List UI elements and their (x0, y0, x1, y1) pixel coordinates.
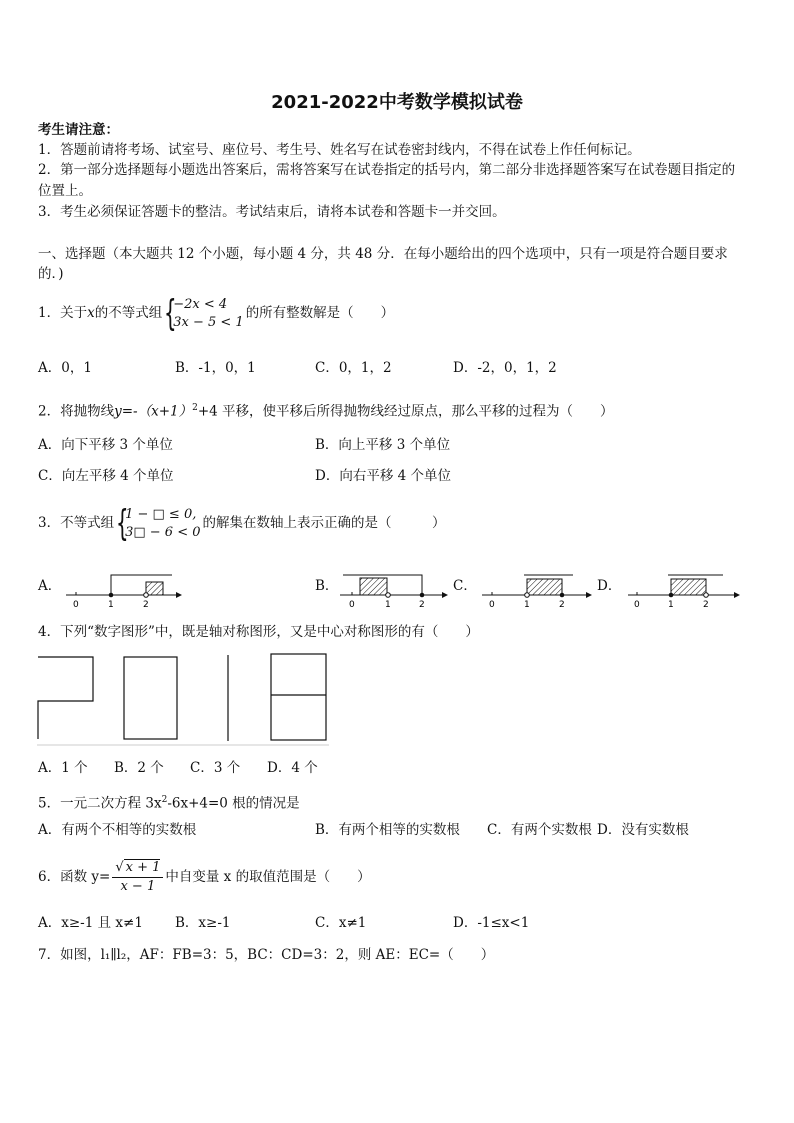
fraction: $\frac{√ x + 1}{x - 1}$ (112, 859, 163, 896)
section-heading-line2: 的．) (38, 266, 64, 282)
tick-label: 0 (349, 600, 355, 610)
number-line-b (338, 568, 450, 610)
option-c[interactable]: C．有两个实数根 (487, 822, 592, 838)
option-a[interactable]: A．有两个不相等的实数根 (38, 822, 197, 838)
digit-figure-2 (38, 657, 93, 739)
option-b[interactable]: B．-1，0，1 (175, 360, 256, 376)
tick-label: 2 (559, 600, 565, 610)
option-b[interactable]: B． (315, 578, 339, 594)
option-a[interactable]: A． (38, 578, 62, 594)
option-a[interactable]: A．1 个 (38, 760, 88, 776)
option-b[interactable]: B．x≥-1 (175, 915, 231, 931)
option-c[interactable]: C．3 个 (190, 760, 241, 776)
inequality-system: { −2x < 4 3x − 5 < 1 (164, 292, 244, 334)
question-5-stem: 5．一元二次方程 $3x^2-6x+4=0$ 根的情况是 (38, 795, 300, 812)
question-3-stem: 3．不等式组 { 1 − □ ≤ 0, 3□ − 6 < 0 的解集在数轴上表示正确的是（ ） (38, 502, 446, 544)
tick-label: 0 (73, 600, 79, 610)
tick-label: 1 (668, 600, 674, 610)
notice-item: 1．答题前请将考场、试室号、座位号、考生号、姓名写在试卷密封线内，不得在试卷上作任何标记。 (38, 142, 641, 158)
question-1-stem: 1．关于x的不等式组 { −2x < 4 3x − 5 < 1 的所有整数解是（ ） (38, 292, 395, 334)
option-d[interactable]: D．向右平移 4 个单位 (315, 468, 451, 484)
number-line-c (480, 568, 594, 610)
option-a[interactable]: A．0，1 (38, 360, 92, 376)
notice-item: 位置上。 (38, 183, 92, 199)
tick-label: 0 (634, 600, 640, 610)
option-b[interactable]: B．有两个相等的实数根 (315, 822, 460, 838)
notice-item: 3．考生必须保证答题卡的整洁。考试结束后，请将本试卷和答题卡一并交回。 (38, 204, 506, 220)
option-a[interactable]: A．x≥-1 且 x≠1 (38, 915, 143, 931)
option-c[interactable]: C． (453, 578, 477, 594)
option-d[interactable]: D． (597, 578, 622, 594)
tick-label: 1 (108, 600, 114, 610)
tick-label: 1 (524, 600, 530, 610)
notice-heading: 考生请注意： (38, 122, 119, 138)
option-d[interactable]: D．4 个 (267, 760, 318, 776)
option-d[interactable]: D．没有实数根 (597, 822, 689, 838)
digit-figure-8 (271, 654, 326, 740)
tick-label: 1 (385, 600, 391, 610)
page-title: 2021-2022中考数学模拟试卷 (271, 92, 523, 113)
option-d[interactable]: D．-2，0，1，2 (453, 360, 557, 376)
question-4-stem: 4．下列“数字图形”中，既是轴对称图形，又是中心对称图形的有（ ） (38, 624, 479, 640)
question-2-stem: 2．将抛物线$y=-(x+1)^2+4$ 平移，使平移后所得抛物线经过原点，那么平移的过程为（ ） (38, 403, 614, 420)
digit-figures (37, 651, 332, 747)
tick-label: 2 (419, 600, 425, 610)
tick-label: 2 (703, 600, 709, 610)
digit-figure-0 (124, 657, 177, 739)
question-7-stem: 7．如图，l₁∥l₂，AF：FB=3：5，BC：CD=3：2，则 AE：EC=（ ） (38, 947, 495, 963)
option-c[interactable]: C．0，1，2 (315, 360, 392, 376)
number-line-a (64, 568, 184, 610)
option-b[interactable]: B．2 个 (114, 760, 164, 776)
notice-item: 2．第一部分选择题每小题选出答案后，需将答案写在试卷指定的括号内，第二部分非选择题答案写在试卷题目指定的 (38, 162, 736, 178)
number-line-d (626, 568, 742, 610)
option-c[interactable]: C．向左平移 4 个单位 (38, 468, 174, 484)
section-heading-line1: 一、选择题（本大题共 12 个小题，每小题 4 分，共 48 分．在每小题给出的四个选项中，只有一项是符合题目要求 (38, 246, 728, 262)
tick-label: 0 (489, 600, 495, 610)
inequality-system: { 1 − □ ≤ 0, 3□ − 6 < 0 (116, 502, 201, 544)
option-b[interactable]: B．向上平移 3 个单位 (315, 437, 451, 453)
option-d[interactable]: D．-1≤x<1 (453, 915, 530, 931)
option-c[interactable]: C．x≠1 (315, 915, 367, 931)
option-a[interactable]: A．向下平移 3 个单位 (38, 437, 173, 453)
question-6-stem: 6．函数 y= $\frac{√ x + 1}{x - 1}$ 中自变量 x 的取值范围是（ ） (38, 860, 371, 894)
tick-label: 2 (143, 600, 149, 610)
